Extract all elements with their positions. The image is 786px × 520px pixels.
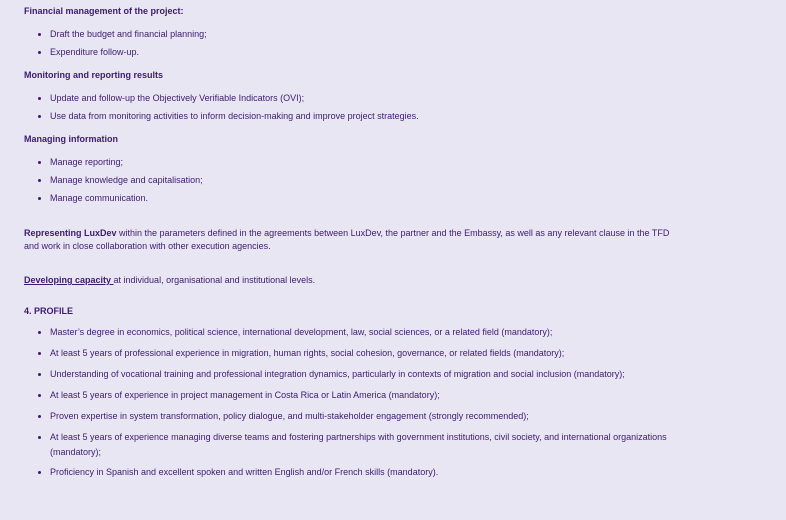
list-item: Manage knowledge and capitalisation; — [50, 173, 762, 188]
list-item: Expenditure follow-up. — [50, 45, 762, 60]
list-item: At least 5 years of professional experience in migration, human rights, social cohesion, governance, or related fields (mandatory); — [50, 346, 762, 361]
list-item: Master’s degree in economics, political science, international development, law, social sciences, or a related field (mandatory); — [50, 325, 762, 340]
profile-list — [24, 325, 762, 480]
list-item-line: (mandatory); — [50, 447, 102, 457]
list-item: Use data from monitoring activities to inform decision-making and improve project strategies. — [50, 109, 762, 124]
financial-heading: Financial management of the project: — [24, 6, 184, 16]
list-item-line: At least 5 years of experience managing diverse teams and fostering partnerships with government institutions, civil society, and international organizations — [50, 432, 667, 442]
list-item: Draft the budget and financial planning; — [50, 27, 762, 42]
list-item: Proficiency in Spanish and excellent spoken and written English and/or French skills (mandatory). — [50, 465, 762, 480]
list-item: Manage reporting; — [50, 155, 762, 170]
capacity-text: at individual, organisational and institutional levels. — [113, 275, 316, 285]
representing-text: within the parameters defined in the agreements between LuxDev, the partner and the Embassy, as well as any relevant clause in the TFD — [116, 228, 670, 238]
representing-bold: Representing LuxDev — [24, 228, 117, 238]
list-item: At least 5 years of experience in project management in Costa Rica or Latin America (mandatory); — [50, 388, 762, 403]
monitoring-list — [24, 91, 762, 124]
capacity-bold: Developing capacity — [24, 275, 114, 285]
list-item: Update and follow-up the Objectively Verifiable Indicators (OVI); — [50, 91, 762, 106]
list-item — [50, 430, 762, 460]
list-item: Understanding of vocational training and professional integration dynamics, particularly in contexts of migration and social inclusion (mandatory); — [50, 367, 762, 382]
monitoring-heading: Monitoring and reporting results — [24, 70, 163, 80]
financial-list — [24, 27, 762, 60]
information-heading: Managing information — [24, 134, 118, 144]
representing-text-2: and work in close collaboration with other execution agencies. — [24, 241, 271, 251]
information-list — [24, 155, 762, 206]
representing-paragraph — [24, 227, 762, 253]
profile-heading: 4. PROFILE — [24, 306, 74, 316]
capacity-paragraph — [24, 273, 762, 288]
list-item: Proven expertise in system transformation, policy dialogue, and multi-stakeholder engagement (strongly recommended); — [50, 409, 762, 424]
list-item: Manage communication. — [50, 191, 762, 206]
